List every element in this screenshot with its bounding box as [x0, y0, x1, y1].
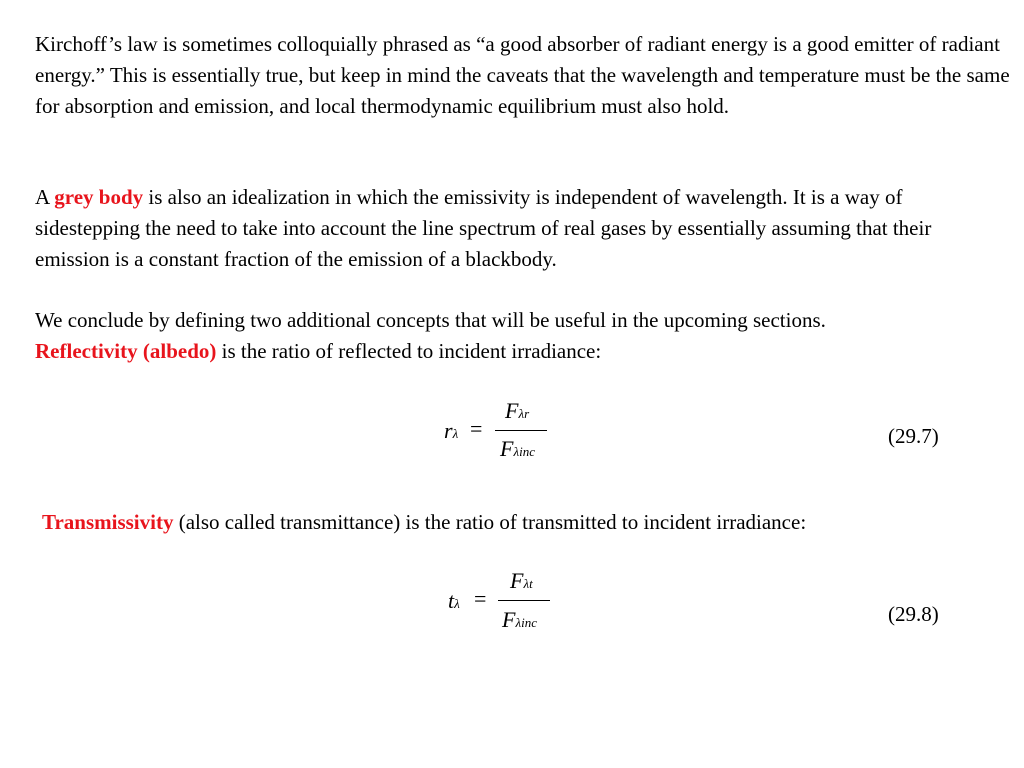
eq2-equals: = — [474, 586, 487, 611]
paragraph-reflectivity — [35, 305, 1010, 367]
grey-body-term: grey body — [54, 185, 144, 209]
eq1-denominator: Fλinc — [500, 436, 535, 461]
eq2-number: (29.8) — [888, 602, 939, 626]
reflectivity-term: Reflectivity (albedo) — [35, 339, 217, 363]
eq2-fraction-bar — [498, 600, 550, 601]
grey-body-prefix: A — [35, 185, 55, 209]
paragraph-transmissivity — [42, 507, 1017, 538]
eq1-lhs: rλ — [444, 418, 459, 443]
eq1-numerator: Fλr — [505, 398, 530, 423]
grey-body-text: is also an idealization in which the emissivity is independent of wavelength. It is a way of sidestepping the need to take into account the line spectrum of real gases by essentially assuming that their emission is a constant fraction of the emission of a blackbody. — [35, 185, 932, 271]
transmissivity-text: (also called transmittance) is the ratio of transmitted to incident irradiance: — [173, 510, 807, 534]
eq1-equals: = — [470, 416, 483, 441]
eq1-number: (29.7) — [888, 424, 939, 448]
eq1-fraction-bar — [495, 430, 547, 431]
paragraph-kirchoff: Kirchoff’s law is sometimes colloquially phrased as “a good absorber of radiant energy is a good emitter of radiant energy.” This is essentially true, but keep in mind the caveats that the wavelength and temperature must be the same for absorption and emission, and local thermodynamic equilibrium must also hold. — [35, 32, 1010, 118]
eq2-denominator: Fλinc — [502, 607, 537, 632]
transmissivity-term: Transmissivity — [42, 510, 174, 534]
eq2-lhs: tλ — [448, 588, 460, 613]
eq2-numerator: Fλt — [510, 568, 533, 593]
paragraph-grey-body — [35, 182, 1010, 275]
reflectivity-text: is the ratio of reflected to incident irradiance: — [216, 339, 602, 363]
reflectivity-intro: We conclude by defining two additional concepts that will be useful in the upcoming sections. — [35, 308, 826, 332]
